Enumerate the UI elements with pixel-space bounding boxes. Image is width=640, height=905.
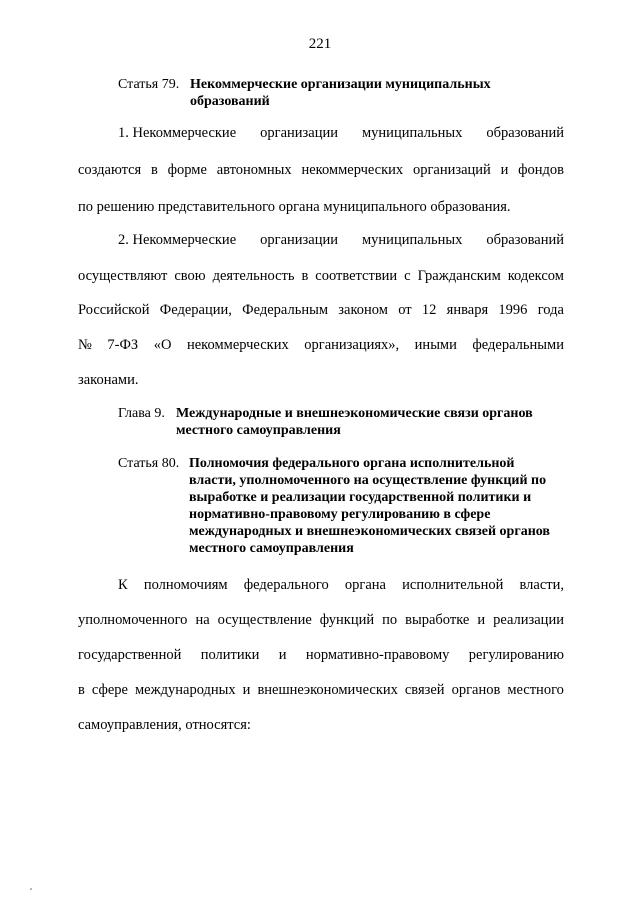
- word: 12: [421, 302, 437, 318]
- para3-line-3: [78, 645, 564, 665]
- word: организации: [260, 232, 338, 248]
- word: некоммерческих: [186, 337, 289, 353]
- word: нормативно-правовому: [305, 647, 450, 663]
- word: форме: [167, 162, 207, 178]
- para1-line-1: [118, 123, 564, 143]
- word: организациях»,: [304, 337, 400, 353]
- word: органов: [451, 682, 501, 698]
- word: кодексом: [507, 268, 564, 284]
- word: законом: [338, 302, 388, 318]
- word: января: [446, 302, 489, 318]
- word: уполномоченного: [78, 612, 188, 628]
- word: международных: [135, 682, 236, 698]
- word: Гражданским: [417, 268, 501, 284]
- article-80-label: Статья 80.: [118, 456, 180, 471]
- word: полномочиям: [143, 577, 228, 593]
- word: органа: [344, 577, 386, 593]
- word: внешнеэкономических: [257, 682, 398, 698]
- para2-line-4: [78, 335, 564, 355]
- word: регулированию: [468, 647, 564, 663]
- word: создаются: [78, 162, 142, 178]
- word: в: [301, 268, 309, 284]
- word: 7-ФЗ: [107, 337, 139, 353]
- word: образований: [486, 125, 564, 141]
- para3-line-4: [78, 680, 564, 700]
- word: и: [242, 682, 251, 698]
- word: Российской: [78, 302, 150, 318]
- article-79-heading: [118, 76, 568, 110]
- word: самоуправления, относятся:: [78, 717, 251, 733]
- word: в: [151, 162, 158, 178]
- word: и: [500, 162, 509, 178]
- para3-line-5: [78, 715, 564, 735]
- word: от: [398, 302, 412, 318]
- word: сфере: [91, 682, 128, 698]
- para3-line-1: [118, 575, 564, 595]
- word: 1. Некоммерческие: [118, 125, 237, 141]
- word: №: [78, 337, 92, 353]
- word: функций: [319, 612, 375, 628]
- word: политики: [200, 647, 260, 663]
- word: 1996: [498, 302, 528, 318]
- word: фондов: [518, 162, 564, 178]
- word: и: [477, 612, 486, 628]
- chapter-9-heading: [118, 405, 568, 439]
- article-79-title: Некоммерческие организации муниципальных образований: [190, 77, 491, 109]
- word: муниципальных: [362, 232, 463, 248]
- word: выработке: [405, 612, 470, 628]
- word: федеральными: [472, 337, 564, 353]
- word: года: [537, 302, 564, 318]
- para2-line-2: [78, 266, 564, 286]
- word: с: [404, 268, 411, 284]
- chapter-9-title: Международные и внешнеэкономические связи органов местного самоуправления: [176, 406, 533, 438]
- word: Федеральным: [242, 302, 328, 318]
- word: по решению представительного органа муниципального образования.: [78, 199, 511, 215]
- para2-line-1: [118, 230, 564, 250]
- chapter-9-label: Глава 9.: [118, 406, 165, 421]
- word: 2. Некоммерческие: [118, 232, 237, 248]
- word: образований: [486, 232, 564, 248]
- word: государственной: [78, 647, 182, 663]
- word: «О: [153, 337, 172, 353]
- word: федерального: [243, 577, 329, 593]
- word: законами.: [78, 372, 139, 388]
- word: иными: [414, 337, 457, 353]
- word: некоммерческих: [301, 162, 404, 178]
- article-80-title: Полномочия федерального органа исполнительной власти, уполномоченного на осуществление функций по выработке и реализации государственной политики и нормативно-правовому регулированию в сфере международных и внешнеэкономических связей органов местного самоуправления: [189, 456, 550, 556]
- para3-line-2: [78, 610, 564, 630]
- word: в: [78, 682, 85, 698]
- word: реализации: [493, 612, 564, 628]
- para1-line-2: [78, 160, 564, 180]
- word: и: [278, 647, 287, 663]
- word: по: [382, 612, 398, 628]
- para1-line-3: [78, 197, 564, 217]
- word: местного: [507, 682, 564, 698]
- page-number: 221: [308, 36, 332, 52]
- scan-speck: [30, 888, 32, 890]
- article-80-heading: [118, 455, 568, 557]
- word: автономных: [216, 162, 292, 178]
- word: К: [118, 577, 128, 593]
- word: организаций: [412, 162, 491, 178]
- word: исполнительной: [402, 577, 504, 593]
- word: связей: [404, 682, 445, 698]
- word: соответствии: [315, 268, 398, 284]
- word: осуществляют: [78, 268, 168, 284]
- word: власти,: [519, 577, 564, 593]
- word: Федерации,: [159, 302, 232, 318]
- para2-line-3: [78, 300, 564, 320]
- word: муниципальных: [362, 125, 463, 141]
- word: на: [195, 612, 210, 628]
- word: свою: [174, 268, 206, 284]
- word: деятельность: [212, 268, 295, 284]
- word: осуществление: [217, 612, 312, 628]
- para2-line-5: [78, 370, 564, 390]
- article-79-label: Статья 79.: [118, 77, 180, 92]
- word: организации: [260, 125, 338, 141]
